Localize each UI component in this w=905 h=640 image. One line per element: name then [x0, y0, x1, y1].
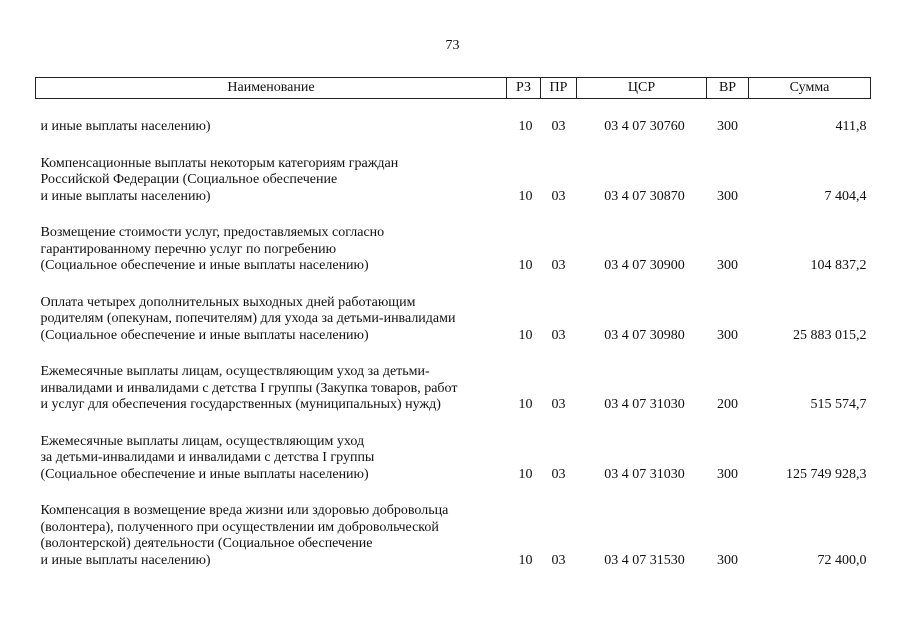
row-name: Компенсационные выплаты некоторым категориям граждан Российской Федерации (Социальное обеспечение и иные выплаты населению)	[40, 155, 399, 204]
row-rz: 10	[518, 397, 533, 412]
row-sum: 125 749 928,3	[786, 466, 867, 482]
row-rz: 10	[518, 188, 533, 204]
table-row	[36, 503, 871, 571]
table-row	[36, 295, 871, 347]
header-csr: ЦСР	[577, 78, 707, 99]
row-name: Возмещение стоимости услуг, предоставляемых согласно гарантированному перечню услуг по погребению (Социальное обеспечение и иные выплаты населению)	[40, 225, 385, 273]
row-name: Компенсация в возмещение вреда жизни или здоровью добровольца (волонтера), полученного при осуществлении им добровольческой (волонтерской) деятельности (Социальное обеспечение и иные выплаты населению)	[40, 503, 449, 568]
row-vr: 300	[717, 119, 738, 134]
header-rz: РЗ	[507, 78, 541, 99]
row-csr: 03 4 07 31530	[604, 552, 685, 568]
table-row	[36, 364, 871, 416]
row-rz: 10	[518, 258, 533, 273]
table-header-row	[36, 78, 871, 99]
header-name: Наименование	[36, 78, 507, 99]
row-sum: 411,8	[835, 119, 867, 134]
row-csr: 03 4 07 30980	[604, 327, 685, 343]
row-csr: 03 4 07 31030	[604, 466, 685, 482]
row-sum: 7 404,4	[824, 188, 867, 204]
table-row	[36, 119, 871, 138]
row-pr: 03	[551, 552, 566, 568]
row-csr: 03 4 07 30900	[604, 258, 685, 273]
budget-table	[35, 77, 871, 571]
row-pr: 03	[551, 327, 566, 343]
row-name: Оплата четырех дополнительных выходных дней работающим родителям (опекунам, попечителям) для ухода за детьми-инвалидами (Социальное обеспечение и иные выплаты населению)	[40, 294, 456, 343]
row-sum: 104 837,2	[810, 258, 867, 273]
row-sum: 72 400,0	[817, 552, 867, 568]
row-csr: 03 4 07 31030	[604, 397, 685, 412]
row-vr: 200	[717, 397, 738, 412]
table-row	[36, 225, 871, 277]
row-rz: 10	[518, 327, 533, 343]
header-sum: Сумма	[749, 78, 871, 99]
page-number: 73	[445, 38, 460, 53]
row-vr: 300	[717, 466, 738, 482]
row-pr: 03	[551, 188, 566, 204]
row-csr: 03 4 07 30870	[604, 188, 685, 204]
row-pr: 03	[551, 119, 566, 134]
row-pr: 03	[551, 466, 566, 482]
row-name: Ежемесячные выплаты лицам, осуществляющим уход за детьми-инвалидами и инвалидами с детства I группы (Социальное обеспечение и иные выплаты населению)	[40, 433, 375, 482]
row-pr: 03	[551, 258, 566, 273]
row-rz: 10	[518, 466, 533, 482]
row-vr: 300	[717, 188, 738, 204]
table-row	[36, 156, 871, 208]
row-rz: 10	[518, 552, 533, 568]
row-sum: 25 883 015,2	[793, 327, 867, 343]
row-rz: 10	[518, 119, 533, 134]
header-pr: ПР	[541, 78, 577, 99]
row-name: и иные выплаты населению)	[40, 119, 211, 134]
table-row	[36, 434, 871, 486]
row-pr: 03	[551, 397, 566, 412]
row-vr: 300	[717, 258, 738, 273]
row-sum: 515 574,7	[810, 397, 867, 412]
row-csr: 03 4 07 30760	[604, 119, 685, 134]
row-vr: 300	[717, 552, 738, 568]
row-vr: 300	[717, 327, 738, 343]
header-vr: ВР	[707, 78, 749, 99]
row-name: Ежемесячные выплаты лицам, осуществляющим уход за детьми- инвалидами и инвалидами с детства I группы (Закупка товаров, работ и услуг для обеспечения государственных (муниципальных) нужд)	[40, 364, 458, 412]
